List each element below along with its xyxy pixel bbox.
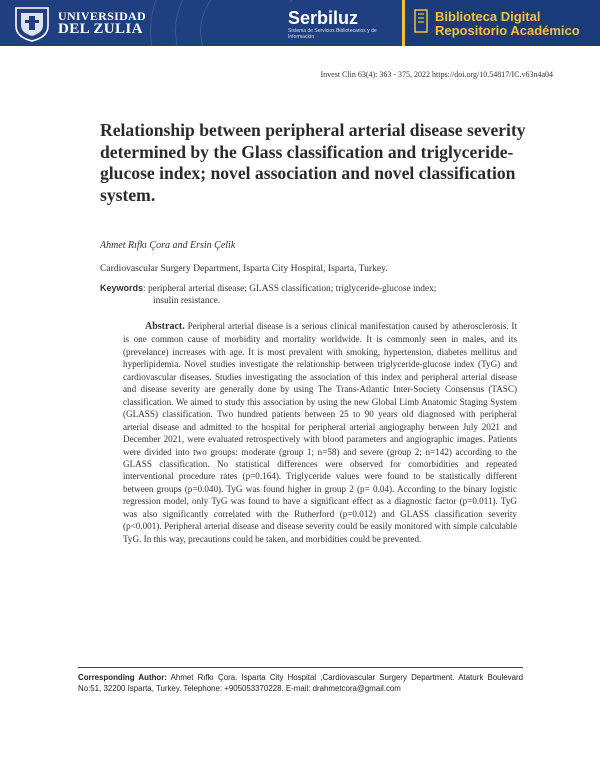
- keywords-line2: insulin resistance.: [153, 296, 221, 306]
- library-title-line1: Biblioteca Digital: [435, 9, 541, 24]
- university-logo[interactable]: [12, 4, 146, 42]
- library-panel[interactable]: [405, 0, 600, 46]
- keywords-label: Keywords: [100, 283, 144, 293]
- library-book-icon: [413, 8, 431, 36]
- paper-title: Relationship between peripheral arterial disease severity determined by the Glass classification and triglyceride-glucose index; novel association and novel classification system.: [100, 120, 526, 205]
- affiliation: Cardiovascular Surgery Department, Isparta City Hospital, Isparta, Turkey.: [100, 263, 388, 274]
- corresponding-text: Ahmet Rıfkı Çora. Isparta City Hospital ,Cardiovascular Surgery Department. Ataturk Boulevard No:51, 32200 Isparta, Turkey. Telephone: +905053370228. E-mail: drahmetcora@gmail.com: [78, 673, 523, 693]
- abstract-text: Peripheral arterial disease is a serious clinical manifestation caused by atherosclerosis. It is one common cause of morbidity and mortality worldwide. It is commonly seen in males, and its (prevelance) increases with age. It is most prevalent with smoking, hypertension, diabetes mellitus and hyperlipidemia. Novel studies investigate the relationship between triglyceride-glucose index (TyG) and cardiovascular diseases. Studies investigating the association of this index and peripheral arterial disease and disease severity are generally done by using The Trans-Atlantic Inter-Society Consensus (TASC) classification. We aimed to study this association by using the new Global Limb Anatomic Staging System (GLASS) classification. Two hundred patients between 25 to 90 years old diagnosed with peripheral arterial disease and admitted to the hospital for peripheral arterial angiography between July 2021 and December 2021, were evaluated retrospectively with blood parameters and angiographic images. Patients were divided into two groups: moderate (group 1; n=58) and severe (group 2; n=142) according to the GLASS classification. No statistical differences were observed for comorbidities and repeated interventional procedure rates (p=0.164). Triglyceride values were found to be statistically different between groups (p=0.040). TyG was found higher in group 2 (p= 0.04). According to the binary logistic regression model, only TyG was found to have a significant effect as a diagnostic factor (p=0.011). TyG was also significantly correlated with the Rutherford (p=0.012) and GLASS classification severity (p<0.001). Peripheral arterial disease and disease severity could be easily monitored with simple calculable TyG. In this way, precautions could be taken, and morbidities could be prevented.: [123, 321, 517, 544]
- university-seal-icon: [12, 4, 52, 42]
- university-name-line2: DEL ZULIA: [58, 21, 143, 37]
- corresponding-label: Corresponding Author:: [78, 673, 167, 682]
- citation-line[interactable]: Invest Clin 63(4): 363 - 375, 2022 https://doi.org/10.54817/IC.v63n4a04: [320, 70, 553, 79]
- serbiluz-panel[interactable]: [288, 0, 402, 46]
- authors: Ahmet Rıfkı Çora and Ersin Çelik: [100, 240, 236, 251]
- abstract-label: Abstract.: [145, 321, 185, 332]
- keywords-line1: : peripheral arterial disease; GLASS classification; triglyceride-glucose index;: [143, 284, 437, 294]
- corresponding-author: [78, 672, 523, 694]
- serbiluz-logo-text: Serbiluz: [288, 8, 359, 28]
- header-banner: [0, 0, 600, 46]
- library-title-line2: Repositorio Académico: [435, 23, 580, 38]
- university-panel: [0, 0, 292, 46]
- university-name-line1: UNIVERSIDAD: [58, 9, 146, 23]
- abstract: [123, 320, 517, 545]
- serbiluz-subtitle: Sistema de Servicios Bibliotecarios y de Información: [288, 28, 377, 40]
- footnote-rule: [78, 667, 523, 668]
- keywords: [100, 282, 520, 307]
